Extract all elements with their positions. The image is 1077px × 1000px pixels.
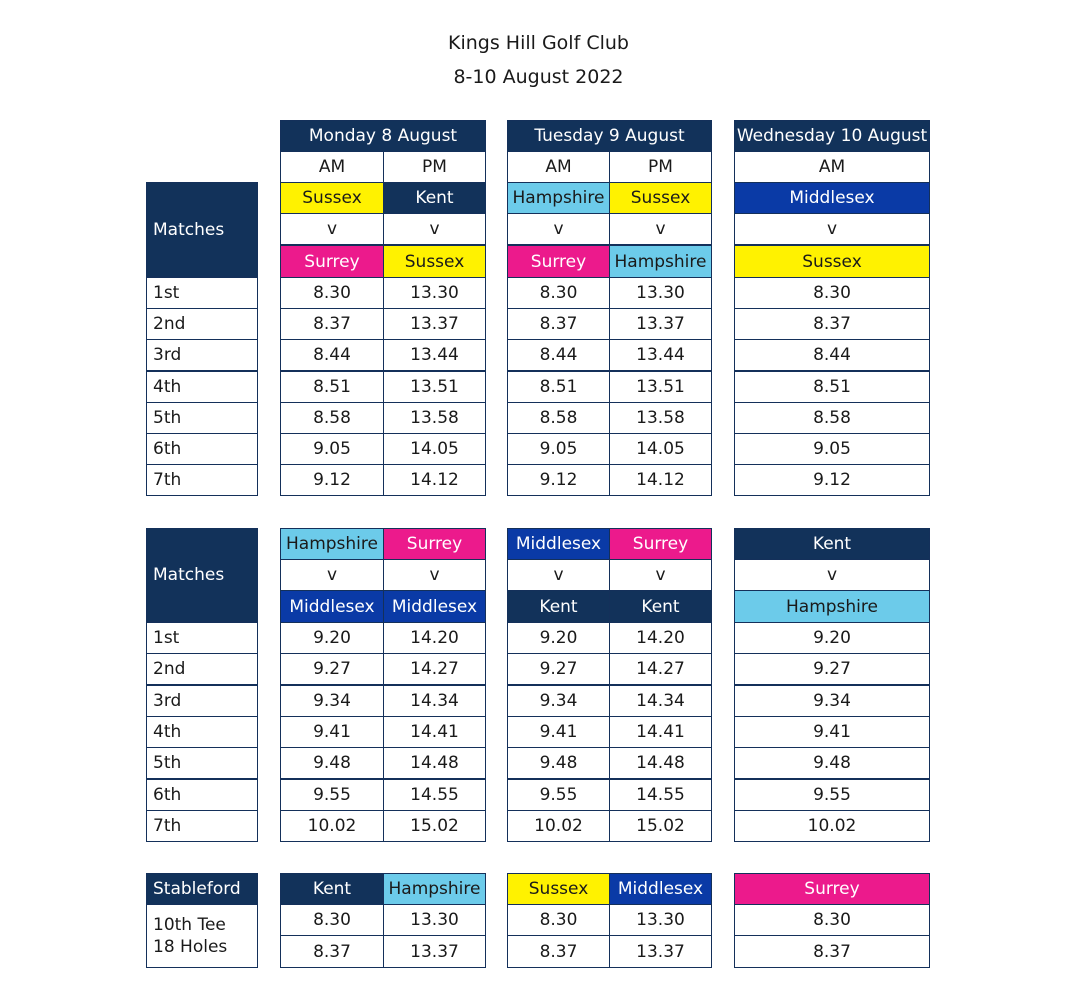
tee-time: 9.12 (280, 464, 384, 496)
tee-time: 8.30 (280, 277, 384, 309)
home-team: Kent (383, 182, 486, 214)
stableford-team: Middlesex (609, 873, 712, 905)
tee-time: 9.27 (280, 653, 384, 685)
tee-time: 8.37 (507, 308, 610, 340)
tee-time: 8.30 (734, 277, 930, 309)
tee-time: 9.34 (280, 685, 384, 717)
tee-time: 14.55 (609, 779, 712, 811)
tee-time: 14.34 (609, 685, 712, 717)
away-team: Kent (609, 590, 712, 623)
round-label: 6th (146, 779, 258, 811)
home-team: Middlesex (507, 528, 610, 560)
home-team: Surrey (383, 528, 486, 560)
away-team: Kent (507, 590, 610, 623)
round-label: 2nd (146, 653, 258, 685)
versus: v (383, 559, 486, 591)
tee-time: 9.27 (734, 653, 930, 685)
event-dates: 8-10 August 2022 (453, 66, 624, 88)
away-team: Middlesex (280, 590, 384, 623)
tee-time: 14.05 (609, 433, 712, 465)
tee-time: 9.48 (734, 747, 930, 779)
tee-time: 8.30 (507, 904, 610, 936)
tee-time: 13.37 (609, 308, 712, 340)
away-team: Sussex (734, 245, 930, 278)
versus: v (507, 559, 610, 591)
day-header-wednesday: Wednesday 10 August (734, 120, 930, 152)
home-team: Sussex (280, 182, 384, 214)
home-team: Sussex (609, 182, 712, 214)
round-label: 1st (146, 277, 258, 309)
tee-time: 14.27 (609, 653, 712, 685)
tee-time: 13.37 (383, 308, 486, 340)
tee-time: 13.58 (609, 402, 712, 434)
tee-time: 13.51 (609, 371, 712, 403)
tee-time: 9.05 (280, 433, 384, 465)
matches-label-2: Matches (146, 528, 258, 622)
tee-time: 9.12 (734, 464, 930, 496)
tee-time: 13.37 (609, 935, 712, 968)
tee-time: 9.55 (507, 779, 610, 811)
tee-time: 14.48 (609, 747, 712, 779)
tee-time: 8.37 (507, 935, 610, 968)
tee-time: 8.51 (734, 371, 930, 403)
tee-time: 9.05 (734, 433, 930, 465)
tee-time: 14.41 (609, 716, 712, 748)
versus: v (734, 559, 930, 591)
tee-time: 9.55 (734, 779, 930, 811)
tee-time: 14.27 (383, 653, 486, 685)
round-label: 4th (146, 371, 258, 403)
home-team: Hampshire (280, 528, 384, 560)
tee-time: 15.02 (609, 810, 712, 842)
round-label: 3rd (146, 685, 258, 717)
tee-time: 9.55 (280, 779, 384, 811)
tee-time: 9.48 (280, 747, 384, 779)
away-team: Sussex (383, 245, 486, 278)
home-team: Hampshire (507, 182, 610, 214)
tee-time: 14.05 (383, 433, 486, 465)
tee-time: 10.02 (280, 810, 384, 842)
tee-time: 14.55 (383, 779, 486, 811)
round-label: 2nd (146, 308, 258, 340)
round-label: 7th (146, 810, 258, 842)
venue-title: Kings Hill Golf Club (448, 32, 629, 54)
matches-label-1: Matches (146, 182, 258, 277)
tee-time: 14.48 (383, 747, 486, 779)
versus: v (383, 213, 486, 245)
session-am: AM (280, 151, 384, 183)
tee-time: 9.20 (507, 622, 610, 654)
round-label: 4th (146, 716, 258, 748)
tee-time: 13.44 (383, 339, 486, 371)
tee-time: 9.34 (734, 685, 930, 717)
stableford-detail (146, 904, 258, 968)
stableford-team: Kent (280, 873, 384, 905)
tee-time: 9.20 (280, 622, 384, 654)
tee-time: 13.37 (383, 935, 486, 968)
tee-time: 9.34 (507, 685, 610, 717)
tee-time: 13.58 (383, 402, 486, 434)
away-team: Hampshire (734, 590, 930, 623)
stableford-label: Stableford (146, 873, 258, 905)
tee-time: 8.30 (507, 277, 610, 309)
stableford-team: Surrey (734, 873, 930, 905)
round-label: 1st (146, 622, 258, 654)
tee-time: 13.30 (383, 277, 486, 309)
away-team: Surrey (280, 245, 384, 278)
stableford-holes: 18 Holes (153, 937, 228, 957)
versus: v (734, 213, 930, 245)
tee-time: 13.30 (383, 904, 486, 936)
tee-time: 8.37 (280, 935, 384, 968)
session-pm: PM (383, 151, 486, 183)
tee-time: 14.12 (383, 464, 486, 496)
day-header-monday: Monday 8 August (280, 120, 486, 152)
versus: v (609, 213, 712, 245)
tee-time: 8.51 (280, 371, 384, 403)
stableford-team: Sussex (507, 873, 610, 905)
home-team: Middlesex (734, 182, 930, 214)
versus: v (280, 559, 384, 591)
tee-time: 8.37 (280, 308, 384, 340)
tee-time: 8.30 (734, 904, 930, 936)
tee-time: 13.30 (609, 904, 712, 936)
tee-time: 8.44 (280, 339, 384, 371)
tee-time: 9.41 (507, 716, 610, 748)
round-label: 5th (146, 402, 258, 434)
home-team: Surrey (609, 528, 712, 560)
tee-time: 8.37 (734, 935, 930, 968)
round-label: 3rd (146, 339, 258, 371)
tee-time: 8.44 (507, 339, 610, 371)
tee-time: 8.58 (734, 402, 930, 434)
session-am: AM (734, 151, 930, 183)
away-team: Surrey (507, 245, 610, 278)
tee-time: 13.30 (609, 277, 712, 309)
tee-time: 13.51 (383, 371, 486, 403)
tee-time: 8.30 (280, 904, 384, 936)
round-label: 5th (146, 747, 258, 779)
tee-time: 14.20 (609, 622, 712, 654)
tee-time: 9.27 (507, 653, 610, 685)
away-team: Middlesex (383, 590, 486, 623)
tee-time: 9.05 (507, 433, 610, 465)
tee-time: 9.41 (280, 716, 384, 748)
session-pm: PM (609, 151, 712, 183)
stableford-tee: 10th Tee (153, 915, 226, 935)
home-team: Kent (734, 528, 930, 560)
tee-time: 8.58 (280, 402, 384, 434)
tee-time: 9.48 (507, 747, 610, 779)
tee-time: 9.12 (507, 464, 610, 496)
tee-time: 14.34 (383, 685, 486, 717)
tee-time: 13.44 (609, 339, 712, 371)
session-am: AM (507, 151, 610, 183)
round-label: 7th (146, 464, 258, 496)
tee-time: 10.02 (734, 810, 930, 842)
away-team: Hampshire (609, 245, 712, 278)
tee-time: 8.51 (507, 371, 610, 403)
versus: v (280, 213, 384, 245)
tee-time: 15.02 (383, 810, 486, 842)
tee-time: 10.02 (507, 810, 610, 842)
tee-time: 9.41 (734, 716, 930, 748)
versus: v (609, 559, 712, 591)
tee-time: 14.12 (609, 464, 712, 496)
day-header-tuesday: Tuesday 9 August (507, 120, 712, 152)
tee-time: 8.44 (734, 339, 930, 371)
tee-time: 14.20 (383, 622, 486, 654)
tee-time: 14.41 (383, 716, 486, 748)
stableford-team: Hampshire (383, 873, 486, 905)
tee-time: 8.58 (507, 402, 610, 434)
tee-time: 8.37 (734, 308, 930, 340)
round-label: 6th (146, 433, 258, 465)
versus: v (507, 213, 610, 245)
tee-time: 9.20 (734, 622, 930, 654)
